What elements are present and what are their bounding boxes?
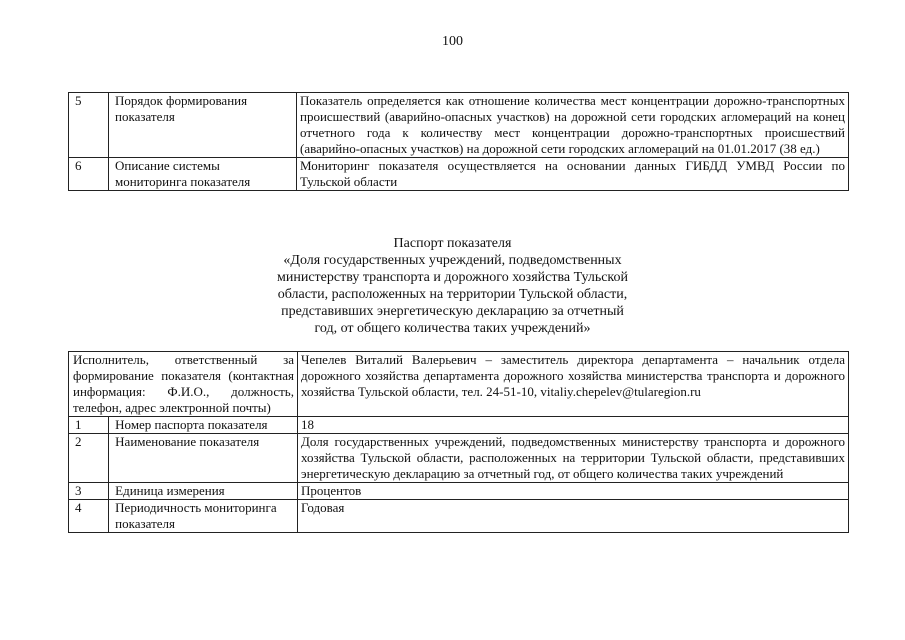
executor-value: Чепелев Виталий Валерьевич – заместитель директора департамента – начальник отдела дорожного хозяйства департамента дорожного хозяйства министерства транспорта и дорожного хозяйства Тульской области, тел. 24-51-10, vitaliy.chepelev@tularegion.ru	[298, 352, 849, 417]
row-value: 18	[298, 417, 849, 434]
row-number: 3	[69, 483, 109, 500]
row-number: 2	[69, 434, 109, 483]
row-label: Номер паспорта показателя	[109, 417, 298, 434]
passport-subtitle-line: год, от общего количества таких учреждений»	[314, 321, 591, 336]
table-row	[69, 483, 849, 500]
row-label: Порядок формирования показателя	[109, 93, 297, 158]
passport-subtitle-line: «Доля государственных учреждений, подведомственных	[283, 253, 622, 268]
indicator-table-continued	[68, 92, 849, 191]
row-value: Процентов	[298, 483, 849, 500]
row-label: Периодичность мониторинга показателя	[109, 500, 298, 533]
page-number: 100	[442, 34, 463, 49]
row-value: Показатель определяется как отношение количества мест концентрации дорожно-транспортных происшествий (аварийно-опасных участков) на дорожной сети городских агломераций на конец отчетного года к количеству мест концентрации дорожно-транспортных происшествий (аварийно-опасных участков) на дорожной сети городских агломераций на 01.01.2017 (38 ед.)	[297, 93, 849, 158]
table-row	[69, 93, 849, 158]
row-number: 1	[69, 417, 109, 434]
passport-subtitle-line: области, расположенных на территории Тульской области,	[277, 287, 628, 302]
row-number: 4	[69, 500, 109, 533]
row-label: Наименование показателя	[109, 434, 298, 483]
executor-label: Исполнитель, ответственный за формирование показателя (контактная информация: Ф.И.О., должность, телефон, адрес электронной почты)	[69, 352, 298, 417]
table-row	[69, 352, 849, 417]
table-row	[69, 417, 849, 434]
row-value: Доля государственных учреждений, подведомственных министерству транспорта и дорожного хозяйства Тульской области, расположенных на территории Тульской области, представивших энергетическую декларацию за отчетный год, от общего количества таких учреждений	[298, 434, 849, 483]
row-value: Годовая	[298, 500, 849, 533]
row-label: Единица измерения	[109, 483, 298, 500]
indicator-passport-table	[68, 351, 849, 533]
table-row	[69, 500, 849, 533]
passport-title: Паспорт показателя	[393, 236, 512, 251]
row-label: Описание системы мониторинга показателя	[109, 158, 297, 191]
row-value: Мониторинг показателя осуществляется на основании данных ГИБДД УМВД России по Тульской области	[297, 158, 849, 191]
passport-subtitle-line: представивших энергетическую декларацию за отчетный	[281, 304, 624, 319]
table-row	[69, 158, 849, 191]
row-number: 5	[69, 93, 109, 158]
passport-subtitle-line: министерству транспорта и дорожного хозяйства Тульской	[277, 270, 628, 285]
passport-heading	[0, 235, 905, 337]
table-row	[69, 434, 849, 483]
row-number: 6	[69, 158, 109, 191]
